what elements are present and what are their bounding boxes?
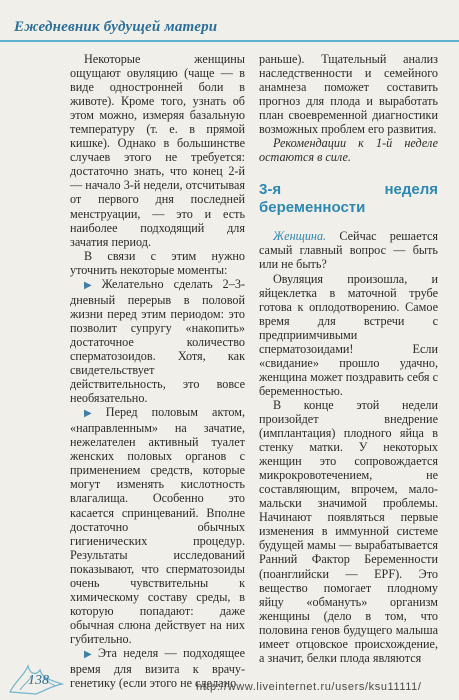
bullet-text: Перед половым актом, «направленным» на зачатие, нежелателен активный туалет женских половых органов с применением средств, которые могут изменять кислотность влагалища. Особенно это касается спринцеваний. Вполне достаточно обычных гигиенических процедур. Результаты исследований показывают, что сперматозоиды очень чувствительны к химическому составу среды, в которую попадают: даже обычная слюна действует на них губительно. [70, 405, 245, 646]
triangle-bullet-icon: ▶ [84, 408, 103, 420]
right-column [259, 52, 438, 665]
bullet-text: Эта неделя — подходящее время для визита к врачу-генетику (если этого не сделано [70, 645, 245, 691]
paragraph: В конце этой недели произойдет внедрение (имплантация) плодного яйца в стенку матки. У некоторых женщин это сопровождается микрокровотечением, не составляющим, впрочем, мало-мальски значимой проблемы. Начинают появляться первые изменения в иммунной системе будущей мамы — вырабатывается Ранний Фактор Беременности (поанглийски — EPF). Это вещество помогает плодному яйцу «обмануть» организм женщины (дело в том, что половина генов будущего малыша имеет отцовское происхождение, а значит, белки плода являются [259, 397, 438, 665]
page-number-block [6, 662, 66, 696]
bullet-paragraph [70, 277, 245, 405]
paragraph: В связи с этим нужно уточнить некоторые моменты: [70, 248, 245, 277]
paragraph: Овуляция произошла, и яйцеклетка в маточной трубе готова к оплодотворению. Самое время для встречи с предприимчивыми сперматозоидами! Если «свидание» прошло удачно, женщина может поздравить себя с беременностью. [259, 271, 438, 398]
bullet-paragraph [70, 405, 245, 646]
paragraph: раньше). Тщательный анализ наследственности и семейного анамнеза поможет составить прогноз для плода и выработать план своевременной диагностики возможных проблем его развития. [259, 52, 438, 137]
page-number: 138 [28, 673, 49, 688]
page-header [0, 16, 459, 42]
running-title: Ежедневник будущей матери [14, 19, 218, 35]
left-column [70, 52, 245, 690]
source-watermark: http://www.liveinternet.ru/users/ksu11111/ [196, 681, 422, 693]
recommendation-note: Рекомендации к 1-й неделе остаются в силе. [259, 136, 438, 165]
header-rule [0, 40, 459, 42]
section-heading: 3-я неделя беременности [259, 181, 438, 217]
lead-label: Женщина. [273, 229, 327, 244]
triangle-bullet-icon: ▶ [84, 648, 95, 660]
paragraph: Некоторые женщины ощущают овуляцию (чаще — в виде одностронней боли в животе). Кроме того, узнать об этом можно, измеряя базальную температуру (т. е. в прямой кишке). Однако в большинстве случаев этого не требуется: достаточно знать, что конец 2-й — начало 3-й недели, отсчитывая от первого дня последней менструации, — это и есть наиболее подходящий для зачатия период. [70, 52, 245, 249]
triangle-bullet-icon: ▶ [84, 279, 99, 291]
paragraph-text: Сейчас решается самый главный вопрос — быть или не быть? [259, 229, 438, 272]
paragraph [259, 229, 438, 271]
bullet-text: Желательно сделать 2–3-дневный перерыв в половой жизни перед этим периодом: это позволит супругу «накопить» достаточное количество сперматозоидов. Хотя, как свидетельствует действительность, это вовсе необязательно. [70, 276, 245, 406]
